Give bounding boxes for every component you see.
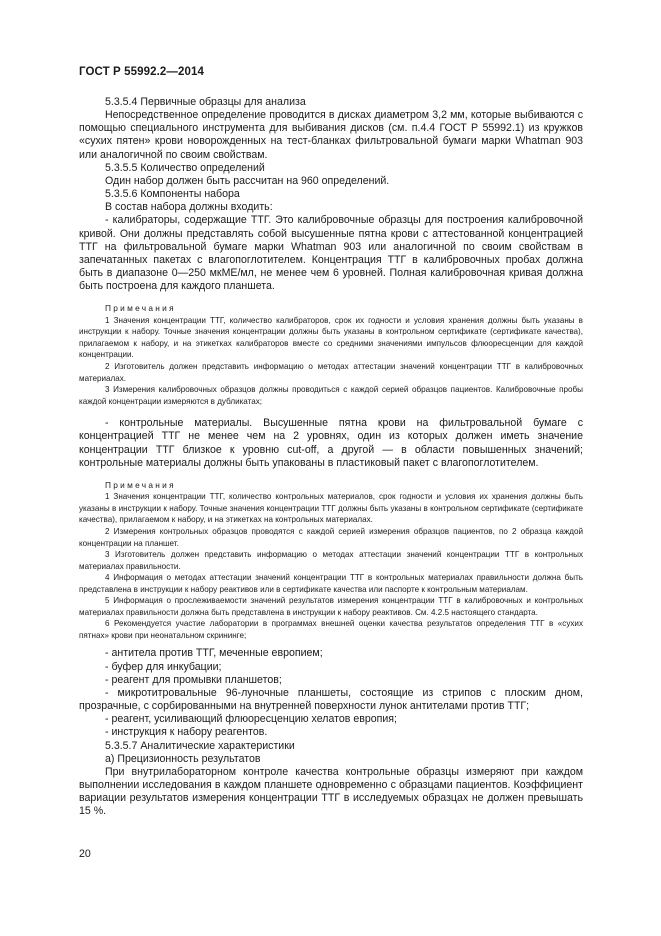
section-5-3-5-7-text: При внутрилабораторном контроле качества контрольные образцы измеряют при каждом выполнении исследования в каждом планшете одновременно с образцами пациентов. Коэффициент вариации результатов измерения концентрации ТТГ в исследуемых образцах не должен превышать 15 %. <box>79 765 583 818</box>
section-5-3-5-6-intro: В состав набора должны входить: <box>105 201 273 214</box>
notes-heading-calibrators: Примечания <box>105 303 176 314</box>
note-controls-3: 3 Изготовитель должен представить информацию о методах аттестации значений концентрации ТТГ в контрольных материалах правильности. <box>79 550 583 571</box>
note-controls-6: 6 Рекомендуется участие лаборатории в программах внешней оценки качества результатов определения ТТГ в «сухих пятнах» крови при неонатальном скрининге; <box>79 619 583 640</box>
section-5-3-5-4-title: 5.3.5.4 Первичные образцы для анализа <box>105 96 306 108</box>
notes-heading-controls: Примечания <box>105 479 176 490</box>
note-controls-4: 4 Информация о методах аттестации значений концентрации ТТГ в контрольных материалах правильности должна быть представлена в инструкции к набору реактивов или в сертификате качества или паспорте к контрольным материалам. <box>79 573 583 594</box>
component-list-item: - микротитровальные 96-луночные планшеты, состоящие из стрипов с плоским дном, прозрачные, с сорбированными на внутренней поверхности лунок антителами против ТТГ; <box>79 686 583 713</box>
section-5-3-5-4-text: Непосредственное определение проводится в дисках диаметром 3,2 мм, которые выбиваются с помощью специального инструмента для выбивания дисков (см. п.4.4 ГОСТ Р 55992.1) из кружков «сухих пятен» крови новорожденных на тест-бланках фильтровальной бумаги марки Whatman 903 или аналогичной по своим свойствам. <box>79 109 583 161</box>
note-calibrators-3: 3 Измерения калибровочных образцов должны проводиться с каждой серией образцов пациентов. Калибровочные пробы каждой концентрации измеряются в дубликатах; <box>79 385 583 406</box>
note-controls-5: 5 Информация о прослеживаемости значений результатов измерения концентрации ТТГ в калибровочных и контрольных материалах правильности должна быть представлена в инструкции к набору реактивов. См. 4.2.5 настоящего стандарта. <box>79 596 583 617</box>
component-list-item: - реагент, усиливающий флюоресценцию хелатов европия; <box>105 713 397 726</box>
component-list-item: - инструкция к набору реагентов. <box>105 726 268 739</box>
page-number: 20 <box>79 848 91 860</box>
component-list-item: - антитела против ТТГ, меченные европием; <box>105 647 323 660</box>
section-5-3-5-7-a: а) Прецизионность результатов <box>105 752 261 765</box>
component-list-item: - реагент для промывки планшетов; <box>105 673 282 686</box>
note-calibrators-2: 2 Изготовитель должен представить информацию о методах аттестации значений концентрации ТТГ в калибровочных материалах. <box>79 362 583 383</box>
note-controls-1: 1 Значения концентрации ТТГ, количество контрольных материалов, срок годности и условия их хранения должны быть указаны в инструкции к набору. Точные значения концентрации ТТГ должны быть указаны в контрольном сертификате (сертификате качества), прилагаемом к набору, и на этикетках на контрольных материалах. <box>79 492 583 525</box>
section-5-3-5-5-title: 5.3.5.5 Количество определений <box>105 161 265 174</box>
note-calibrators-1: 1 Значения концентрации ТТГ, количество калибраторов, срок их годности и условия хранения должны быть указаны в инструкции к набору. Точные значения концентрации должны быть указаны в контрольном сертификате (сертификате качества), прилагаемом к набору, и на этикетках калибраторов вместе со средними значениями импульсов флюоресценции для каждой концентрации. <box>79 315 583 360</box>
document-header: ГОСТ Р 55992.2—2014 <box>79 66 204 78</box>
component-list-item: - буфер для инкубации; <box>105 660 222 673</box>
calibrators-paragraph: - калибраторы, содержащие ТТГ. Это калибровочные образцы для построения калибровочной кривой. Они должны представлять собой высушенные пятна крови с аттестованной концентрацией ТТГ на фильтровальной бумаге марки Whatman 903 или аналогичной по своим свойствам в запечатанных пакетах с влагопоглотителем. Концентрация ТТГ в калибровочных пробах должна быть в диапазоне 0—250 мкМЕ/мл, не менее чем 6 уровней. Полная калибровочная кривая должна быть построена для каждого планшета. <box>79 214 583 293</box>
section-5-3-5-6-title: 5.3.5.6 Компоненты набора <box>105 188 240 201</box>
section-5-3-5-5-text: Один набор должен быть рассчитан на 960 определений. <box>105 174 390 187</box>
document-body <box>79 96 583 818</box>
controls-paragraph: - контрольные материалы. Высушенные пятна крови на фильтровальной бумаге с концентрацией ТТГ не менее чем на 2 уровнях, один из которых должен иметь значение концентрации ТТГ близкое к уровню cut-off, а другой — в области повышенных значений; контрольные материалы должны быть упакованы в пластиковый пакет с влагопоглотителем. <box>79 417 583 469</box>
section-5-3-5-7-title: 5.3.5.7 Аналитические характеристики <box>105 739 295 752</box>
note-controls-2: 2 Измерения контрольных образцов проводятся с каждой серией измерения образцов пациентов, по 2 образца каждой концентрации на планшет. <box>79 526 583 548</box>
